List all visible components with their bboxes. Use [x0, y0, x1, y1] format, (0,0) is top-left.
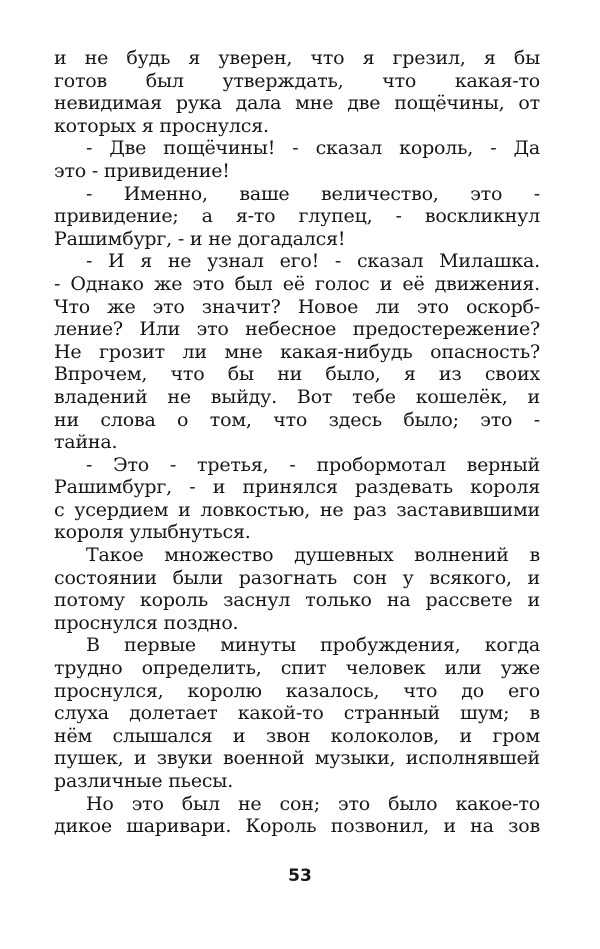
text-line: привидение; а я-то глупец, - воскликнул [54, 205, 540, 228]
text-line: это - привидение! [54, 159, 230, 182]
page-number: 53 [288, 866, 312, 886]
text-line: Но это был не сон; это было какое-то [86, 792, 540, 815]
text-line: слуха долетает какой-то странный шум; в [54, 702, 540, 725]
text-line: - И я не узнал его! - сказал Милашка. [86, 250, 540, 273]
text-line: тайна. [54, 431, 118, 454]
text-line: - Две пощёчины! - сказал король, - Да [86, 137, 540, 160]
text-line: ление? Или это небесное предостережение? [54, 318, 540, 341]
text-line: трудно определить, спит человек или уже [54, 657, 540, 680]
text-line: Рашимбург, - и принялся раздевать короля [54, 476, 540, 499]
text-line: которых я проснулся. [54, 114, 269, 137]
text-line: пушек, и звуки военной музыки, исполнявшей [54, 747, 540, 770]
text-line: потому король заснул только на рассвете и [54, 589, 540, 612]
text-line: ни слова о том, что здесь было; это - [54, 408, 540, 431]
text-line: дикое шаривари. Король позвонил, и на зов [54, 815, 540, 838]
text-line: невидимая рука дала мне две пощёчины, от [54, 92, 540, 115]
text-line: - Именно, ваше величество, это - [86, 182, 540, 205]
text-line: - Это - третья, - пробормотал верный [86, 453, 540, 476]
text-line: состоянии были разогнать сон у всякого, и [54, 566, 540, 589]
text-line: с усердием и ловкостью, не раз заставившими [54, 498, 540, 521]
text-line: короля улыбнуться. [54, 521, 251, 544]
text-line: Не грозит ли мне какая-нибудь опасность? [54, 340, 540, 363]
text-line: нём слышался и звон колоколов, и гром [54, 724, 540, 747]
text-line: Такое множество душевных волнений в [86, 544, 540, 567]
text-line: различные пьесы. [54, 770, 234, 792]
text-line: проснулся поздно. [54, 611, 239, 634]
text-line: готов был утверждать, что какая-то [54, 69, 540, 92]
text-line: владений не выйду. Вот тебе кошелёк, и [54, 385, 540, 408]
text-line: проснулся, королю казалось, что до его [54, 679, 540, 702]
text-line: Впрочем, что бы ни было, я из своих [54, 363, 540, 386]
text-line: В первые минуты пробуждения, когда [86, 634, 540, 657]
text-line: Рашимбург, - и не догадался! [54, 227, 346, 250]
text-line: и не будь я уверен, что я грезил, я бы [54, 47, 540, 69]
page-body-text [54, 47, 540, 838]
text-line: Что же это значит? Новое ли это оскорб- [54, 295, 540, 318]
text-line: - Однако же это был её голос и её движения. [54, 272, 540, 295]
